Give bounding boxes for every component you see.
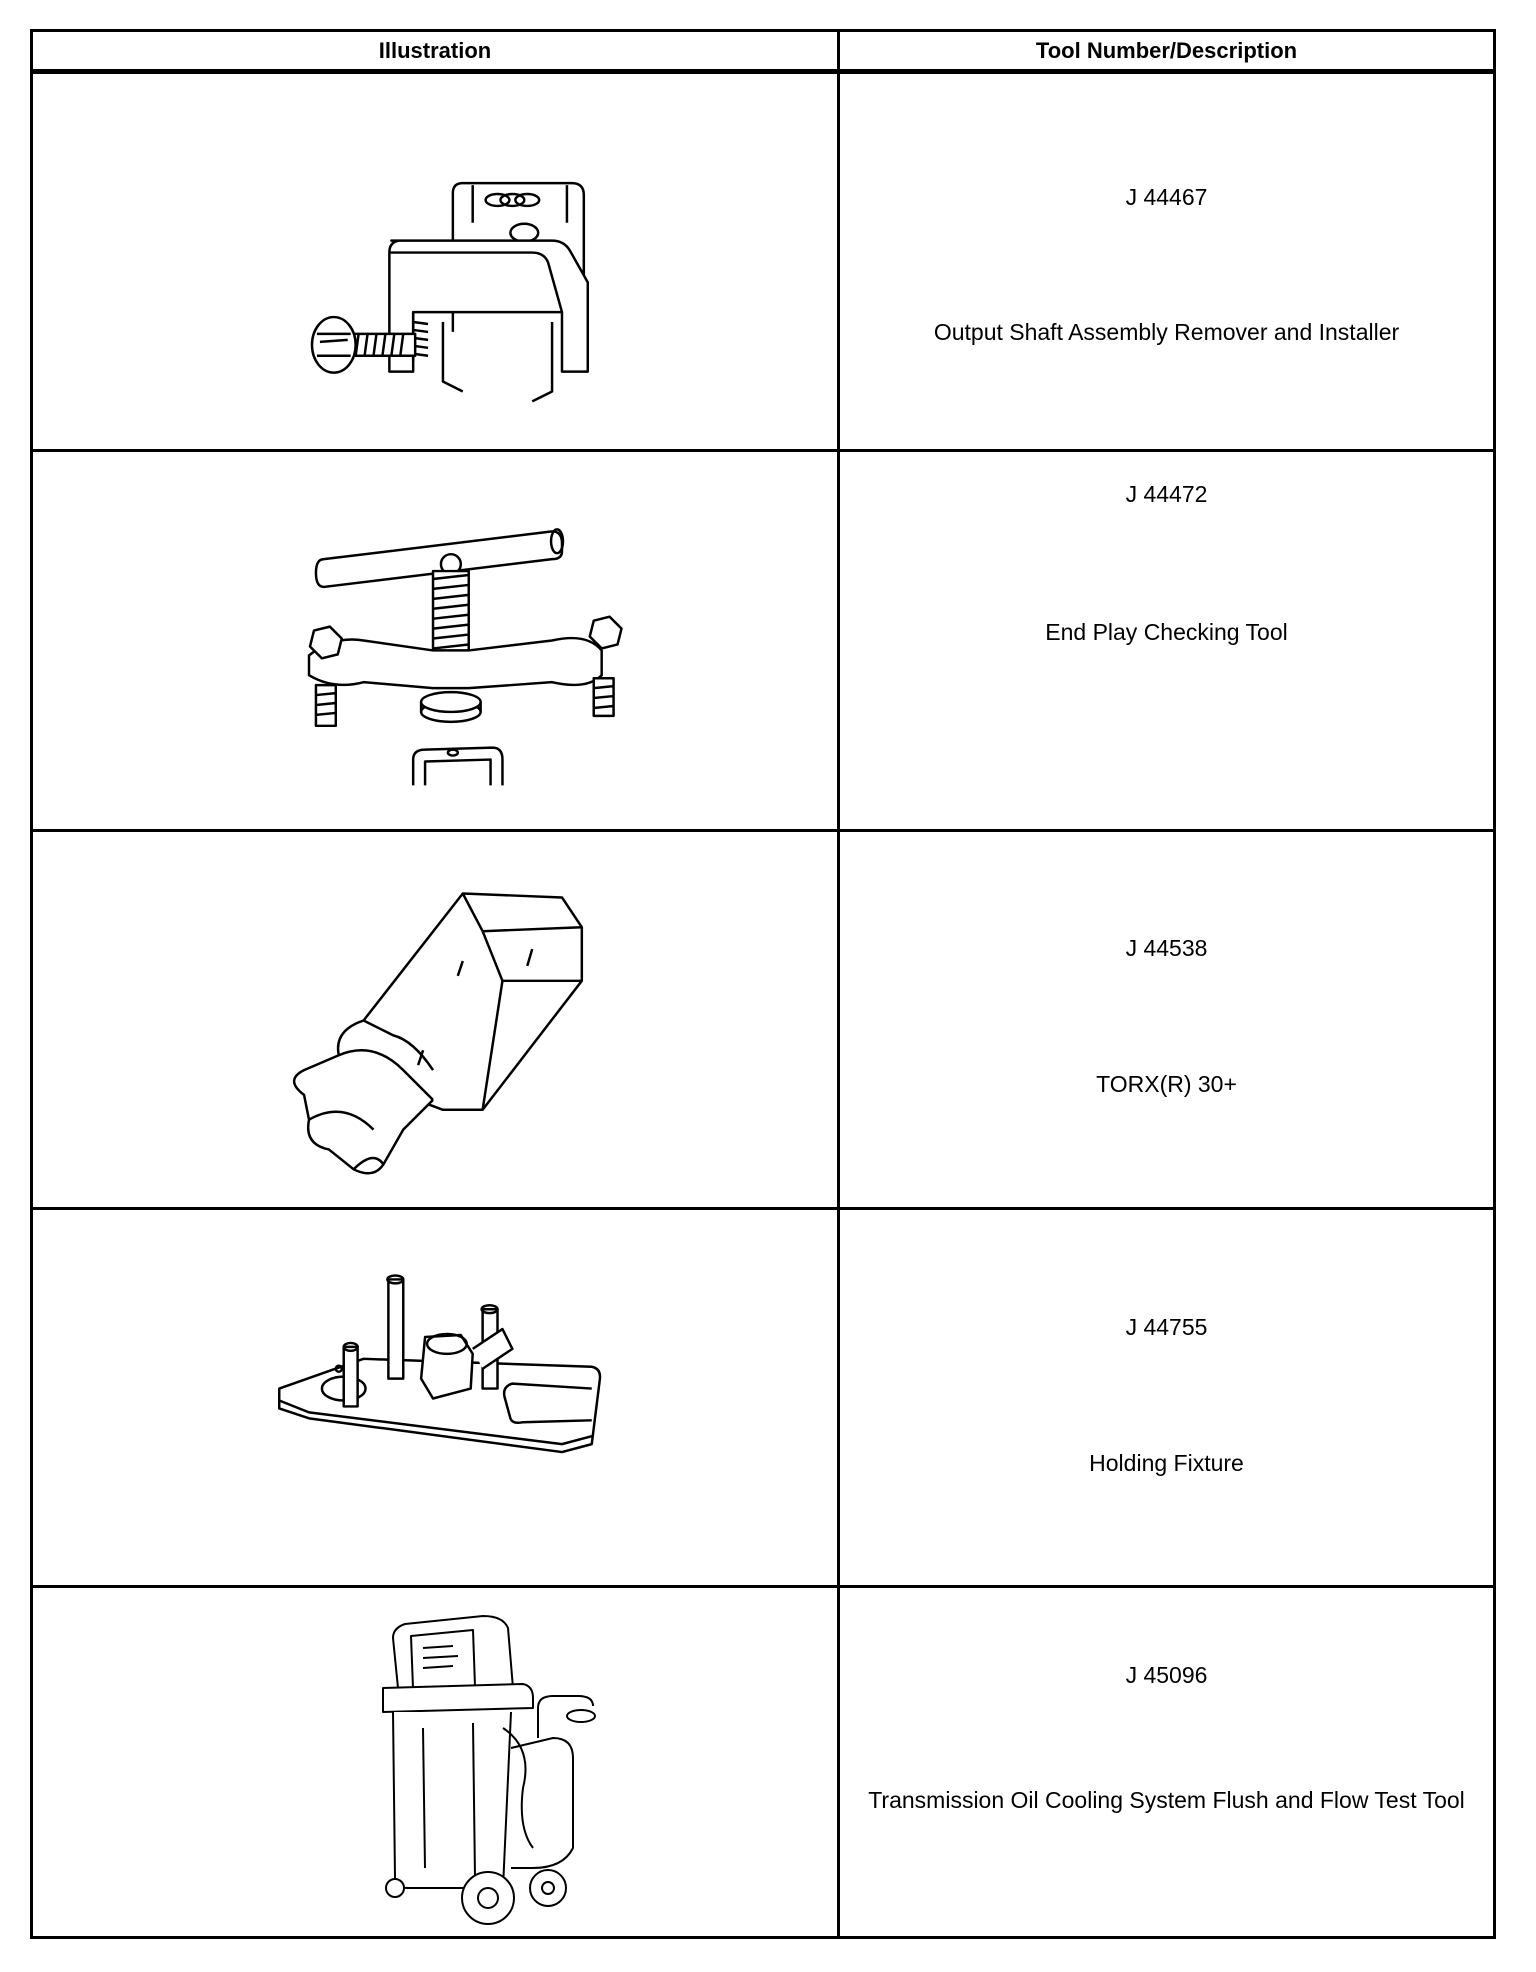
tool-number: J 44538 (1125, 935, 1208, 961)
description-cell (840, 1210, 1493, 1585)
description-cell (840, 74, 1493, 449)
flush-flow-test-cart-icon (33, 1588, 837, 1936)
illustration-cell (33, 1210, 840, 1585)
tool-description: Output Shaft Assembly Remover and Installer (933, 319, 1400, 345)
illustration-cell (33, 832, 840, 1207)
tool-number: J 44472 (1125, 481, 1208, 507)
end-play-checking-tool-icon (33, 452, 837, 829)
tool-column-header: Tool Number/Description (1035, 37, 1298, 63)
table-row (33, 452, 1493, 832)
table-row (33, 1210, 1493, 1588)
holding-fixture-icon (33, 1210, 837, 1585)
tool-number: J 44467 (1125, 184, 1208, 210)
tool-description: End Play Checking Tool (1045, 619, 1288, 645)
table-row (33, 1588, 1493, 1936)
tool-number: J 44755 (1125, 1314, 1208, 1340)
output-shaft-remover-installer-icon (33, 74, 837, 449)
description-cell (840, 832, 1493, 1207)
tool-description: TORX(R) 30+ (1096, 1071, 1237, 1097)
torx-bit-icon (33, 832, 837, 1207)
illustration-cell (33, 1588, 840, 1936)
table-row (33, 832, 1493, 1210)
tool-number: J 45096 (1125, 1662, 1208, 1688)
special-tools-table (30, 29, 1496, 1939)
description-cell (840, 1588, 1493, 1936)
tool-description: Holding Fixture (1089, 1450, 1244, 1476)
illustration-cell (33, 74, 840, 449)
table-row (33, 74, 1493, 452)
table-header (33, 32, 1493, 74)
illustration-column-header: Illustration (33, 32, 840, 69)
description-cell (840, 452, 1493, 829)
illustration-cell (33, 452, 840, 829)
tool-description: Transmission Oil Cooling System Flush and Flow Test Tool (868, 1787, 1465, 1813)
